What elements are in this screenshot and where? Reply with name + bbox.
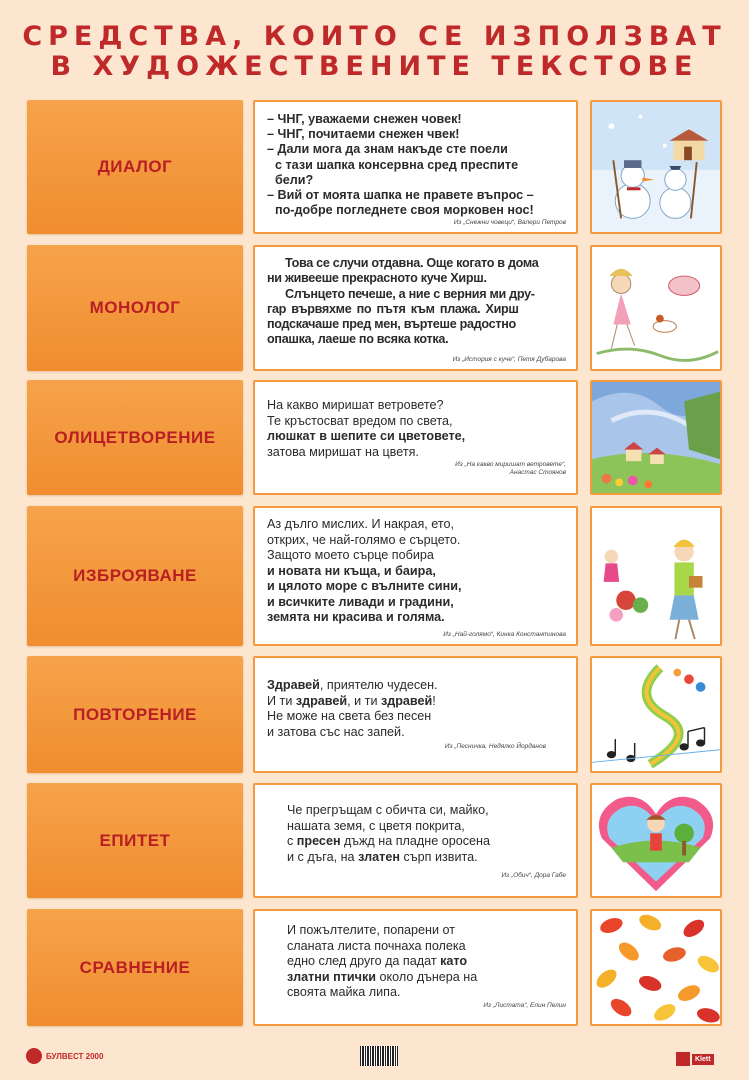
label-epithet: ЕПИТЕТ	[27, 783, 243, 898]
publisher-name: БУЛВЕСТ 2000	[46, 1051, 104, 1061]
heart-girl-illustration	[590, 783, 722, 898]
girl-mother-illustration	[590, 506, 722, 646]
label-enumeration: ИЗБРОЯВАНЕ	[27, 506, 243, 646]
source-enumeration: Из „Най-голямо“, Кинка Константинова	[443, 631, 566, 638]
row-enumeration	[0, 506, 749, 646]
row-monolog	[0, 245, 749, 371]
source-personification: Из „На какво миришат ветровете“, Анастас Стоянов	[455, 461, 566, 476]
label-monolog: МОНОЛОГ	[27, 245, 243, 371]
source-epithet: Из „Обич“, Дора Габе	[501, 872, 566, 879]
source-repetition: Из „Песничка, Недялко Йорданов	[444, 743, 546, 750]
autumn-leaves-illustration	[590, 909, 722, 1026]
text-epithet: Че прегръщам с обичта си, майко, нашата земя, с цветя покрита, с пресен дъжд на пладне оросена и с дъга, на златен сърп извита. Из „Обич“, Дора Габе	[253, 783, 578, 898]
text-dialog: – ЧНГ, уважаеми снежен човек! – ЧНГ, почитаеми снежен чвек! – Дали мога да знам накъде сте поели с тази шапка консервна сред преспите бели? – Вий от моята шапка не правете въпрос – по-добре погледнете своя морковен нос! Из „Снежни човеци“, Валери Петров	[253, 100, 578, 234]
music-notes-illustration	[590, 656, 722, 773]
klett-logo	[676, 1052, 714, 1066]
row-epithet	[0, 783, 749, 898]
label-comparison: СРАВНЕНИЕ	[27, 909, 243, 1026]
label-dialog: ДИАЛОГ	[27, 100, 243, 234]
text-enumeration: Аз дълго мислих. И накрая, ето, открих, че най-голямо е сърцето. Защото моето сърце побира и новата ни къща, и баира, и цялото море с вълните сини, и всичките ливади и градини, земята ни красива и голяма. Из „Най-голямо“, Кинка Константинова	[253, 506, 578, 646]
klett-mark-icon	[676, 1052, 690, 1066]
publisher-mark-icon	[26, 1048, 42, 1064]
label-personification: ОЛИЦЕТВОРЕНИЕ	[27, 380, 243, 495]
girl-with-dog-illustration	[590, 245, 722, 371]
wind-village-illustration	[590, 380, 722, 495]
text-monolog: Това се случи отдавна. Още когато в дома ни живееше прекрасното куче Хирш. Слънцето печеше, а ние с верния ми дру- гар вървяхме по пътя към плажа. Хирш подскачаше пред мен, въртеше радостно опашка, лаеше по всяка котка. Из „История с куче“, Петя Дубарова	[253, 245, 578, 371]
row-dialog	[0, 100, 749, 234]
row-repetition	[0, 656, 749, 773]
source-dialog: Из „Снежни човеци“, Валери Петров	[453, 219, 566, 226]
footer	[0, 1040, 749, 1080]
row-personification	[0, 380, 749, 495]
row-comparison	[0, 909, 749, 1026]
title-line-2: В ХУДОЖЕСТВЕНИТЕ ТЕКСТОВЕ	[50, 51, 699, 82]
source-comparison: Из „Листата“, Елин Пелин	[483, 1002, 566, 1009]
klett-name: Klett	[692, 1054, 714, 1065]
publisher-logo	[26, 1048, 103, 1064]
source-monolog: Из „История с куче“, Петя Дубарова	[452, 356, 566, 363]
text-repetition: Здравей, приятелю чудесен. И ти здравей, и ти здравей! Не може на света без песен и затова със нас запей. Из „Песничка, Недялко Йорданов	[253, 656, 578, 773]
barcode	[360, 1046, 398, 1066]
label-repetition: ПОВТОРЕНИЕ	[27, 656, 243, 773]
snowmen-illustration	[590, 100, 722, 234]
title-line-1: СРЕДСТВА, КОИТО СЕ ИЗПОЛЗВАТ	[22, 21, 727, 52]
poster-title	[0, 22, 749, 82]
text-personification: На какво миришат ветровете? Те кръстосват вредом по света, люшкат в шепите си цветовете, затова миришат на цветя. Из „На какво миришат ветровете“, Анастас Стоянов	[253, 380, 578, 495]
text-comparison: И пожълтелите, попарени от сланата листа почнаха полека едно след друго да падат като златни птички около дънера на своята майка липа. Из „Листата“, Елин Пелин	[253, 909, 578, 1026]
